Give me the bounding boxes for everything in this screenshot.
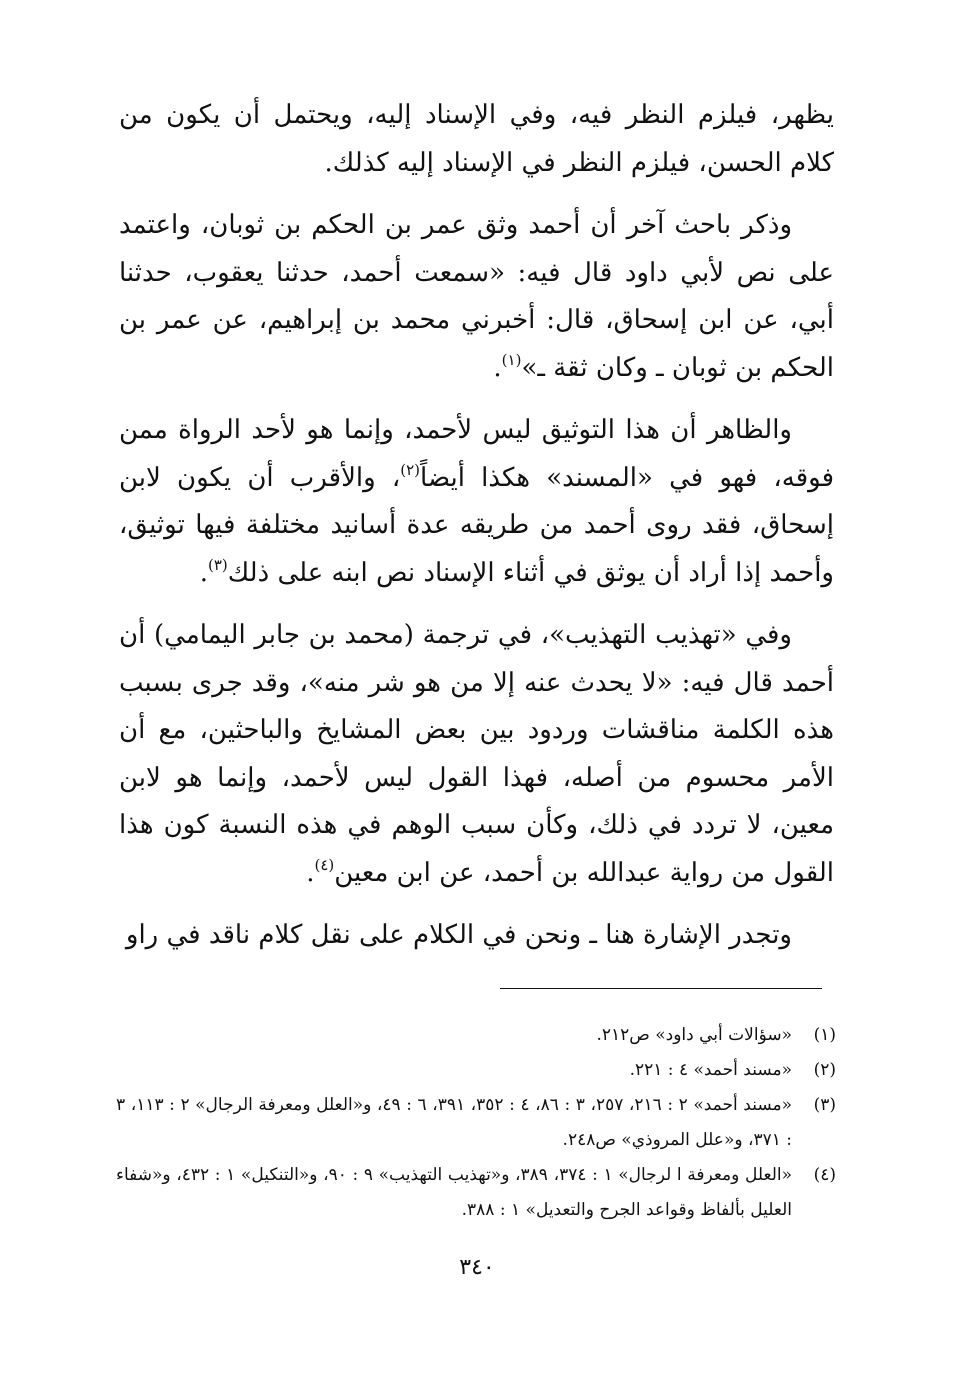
paragraph-3-text-part-2: ، والأقرب أن يكون لابن إسحاق، فقد روى أحمد من طريقه عدة أسانيد مختلفة فيها توثيق، وأحمد إذا أراد أن يوثق في أثناء الإسناد نص ابنه على ذلك — [119, 462, 834, 588]
footnote-2-text: «مسند أحمد» ٤ : ٢٢١. — [629, 1060, 792, 1080]
paragraph-2 — [119, 202, 834, 392]
paragraph-3-end: . — [199, 557, 208, 588]
footnote-4-number: (٤) — [813, 1165, 836, 1185]
paragraph-2-text: وذكر باحث آخر أن أحمد وثق عمر بن الحكم بن ثوبان، واعتمد على نص لأبي داود قال فيه: «سمعت أحمد، حدثنا يعقوب، حدثنا أبي، عن ابن إسحاق، قال: أخبرني محمد بن إبراهيم، عن عمر بن الحكم بن ثوبان ـ وكان ثقة ـ» — [119, 210, 834, 383]
footnotes — [116, 1018, 836, 1228]
footnote-reference-3[interactable]: (٣) — [207, 555, 228, 574]
footnote-reference-2[interactable]: (٢) — [400, 460, 421, 479]
paragraph-5 — [119, 912, 834, 960]
footnote-1-text: «سؤالات أبي داود» ص٢١٢. — [596, 1025, 792, 1045]
footnote-3-number: (٣) — [813, 1095, 836, 1115]
paragraph-5-text: وتجدر الإشارة هنا ـ ونحن في الكلام على نقل كلام ناقد في راو — [125, 920, 792, 950]
paragraph-4-text: وفي «تهذيب التهذيب»، في ترجمة (محمد بن جابر اليمامي) أن أحمد قال فيه: «لا يحدث عنه إلا من هو شر منه»، وقد جرى بسبب هذه الكلمة مناقشات وردود بين بعض المشايخ والباحثين، مع أن الأمر محسوم من أصله، فهذا القول ليس لأحمد، وإنما هو لابن معين، لا تردد في ذلك، وكأن سبب الوهم في هذه النسبة كون هذا القول من رواية عبدالله بن أحمد، عن ابن معين — [119, 620, 834, 888]
paragraph-2-end: . — [493, 352, 502, 383]
footnote-2-number: (٢) — [813, 1060, 836, 1080]
footnote-reference-4[interactable]: (٤) — [314, 855, 335, 874]
paragraph-3-text-part-1: والظاهر أن هذا التوثيق ليس لأحمد، وإنما هو لأحد الرواة ممن فوقه، فهو في «المسند» هكذا أيضاً — [119, 415, 835, 493]
footnote-3-text: «مسند أحمد» ٢ : ٢١٦، ٢٥٧، ٣ : ٨٦، ٤ : ٣٥٢، ٣٩١، ٦ : ٤٩، و«العلل ومعرفة الرجال» ٢ : ١١٣، ٣ : ٣٧١، و«علل المروذي» ص٢٤٨. — [116, 1095, 793, 1150]
paragraph-4 — [119, 612, 834, 897]
footnote-4-text: «العلل ومعرفة ا لرجال» ١ : ٣٧٤، ٣٨٩، و«تهذيب التهذيب» ٩ : ٩٠، و«التنكيل» ١ : ٤٣٢، و«شفاء العليل بألفاظ وقواعد الجرح والتعديل» ١ : ٣٨٨. — [116, 1165, 793, 1220]
footnote-separator — [500, 988, 822, 989]
paragraph-3 — [119, 407, 834, 597]
paragraph-1-text: يظهر، فيلزم النظر فيه، وفي الإسناد إليه، ويحتمل أن يكون من كلام الحسن، فيلزم النظر في الإسناد إليه كذلك. — [119, 100, 834, 178]
paragraph-4-end: . — [306, 857, 315, 888]
paragraph-1 — [119, 92, 834, 187]
footnote-reference-1[interactable]: (١) — [501, 350, 522, 369]
page-number: ٣٤٠ — [459, 1255, 495, 1280]
footnote-2 — [116, 1053, 836, 1088]
footnote-1-number: (١) — [813, 1025, 836, 1045]
footnote-4 — [116, 1158, 836, 1228]
main-text — [119, 92, 834, 960]
footnote-3 — [116, 1088, 836, 1158]
footnote-1 — [116, 1018, 836, 1053]
